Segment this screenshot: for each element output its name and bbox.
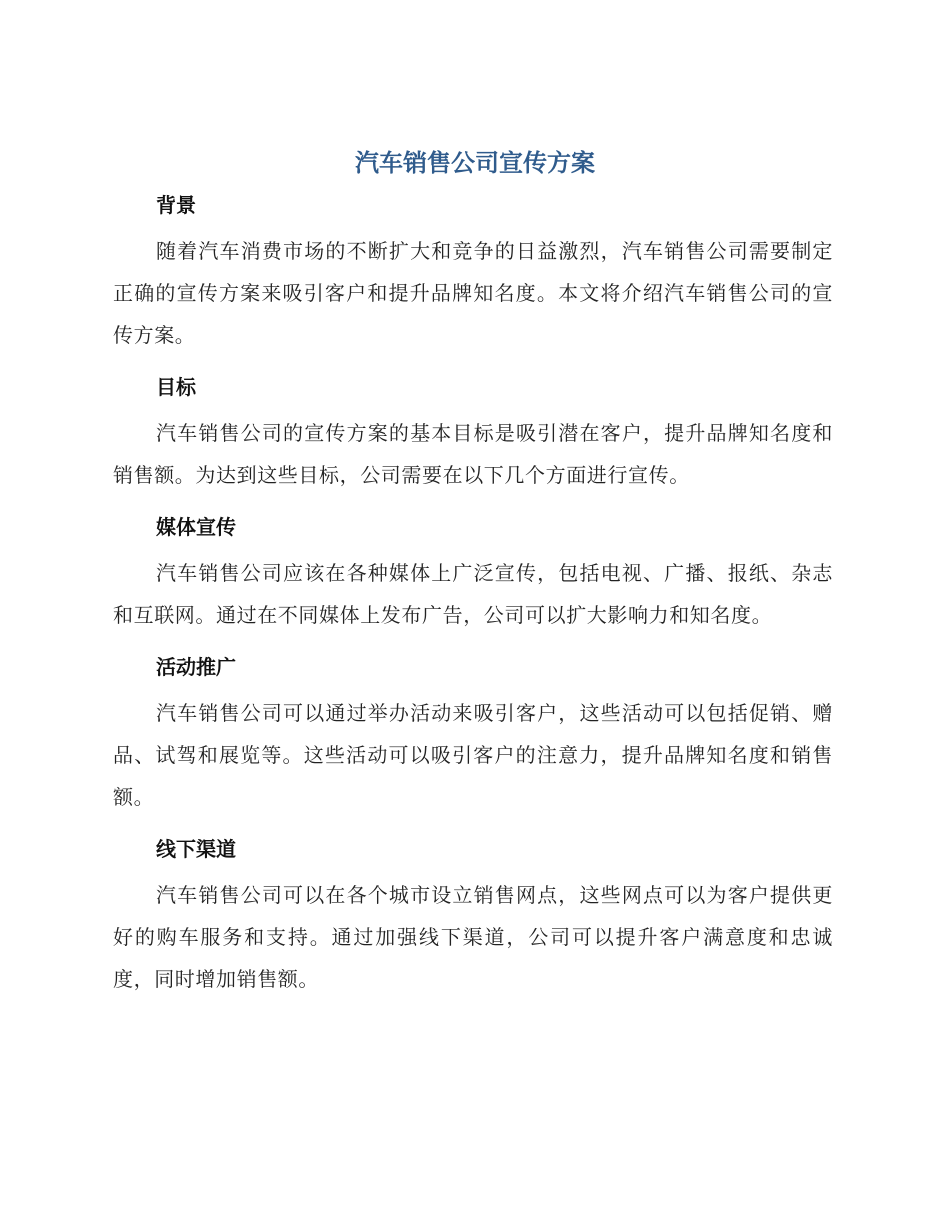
section-paragraph: 汽车销售公司可以在各个城市设立销售网点，这些网点可以为客户提供更好的购车服务和支持。通过加强线下渠道，公司可以提升客户满意度和忠诚度，同时增加销售额。 — [113, 883, 833, 991]
section-paragraph: 汽车销售公司可以通过举办活动来吸引客户，这些活动可以包括促销、赠品、试驾和展览等。这些活动可以吸引客户的注意力，提升品牌知名度和销售额。 — [113, 701, 833, 809]
section-offline-channels — [113, 832, 833, 1000]
section-paragraph: 汽车销售公司应该在各种媒体上广泛宣传，包括电视、广播、报纸、杂志和互联网。通过在不同媒体上发布广告，公司可以扩大影响力和知名度。 — [113, 561, 833, 627]
section-media-promotion — [113, 510, 833, 636]
section-goal — [113, 370, 833, 496]
section-event-promotion — [113, 650, 833, 818]
document-content — [113, 188, 833, 1014]
section-heading: 线下渠道 — [156, 837, 236, 861]
section-background — [113, 188, 833, 356]
document-title: 汽车销售公司宣传方案 — [355, 149, 595, 177]
section-paragraph: 汽车销售公司的宣传方案的基本目标是吸引潜在客户，提升品牌知名度和销售额。为达到这些目标，公司需要在以下几个方面进行宣传。 — [113, 421, 833, 487]
section-heading: 媒体宣传 — [156, 515, 236, 539]
section-paragraph: 随着汽车消费市场的不断扩大和竞争的日益激烈，汽车销售公司需要制定正确的宣传方案来吸引客户和提升品牌知名度。本文将介绍汽车销售公司的宣传方案。 — [113, 239, 833, 347]
section-heading: 背景 — [156, 193, 196, 217]
section-heading: 活动推广 — [156, 655, 236, 679]
section-heading: 目标 — [156, 375, 196, 399]
